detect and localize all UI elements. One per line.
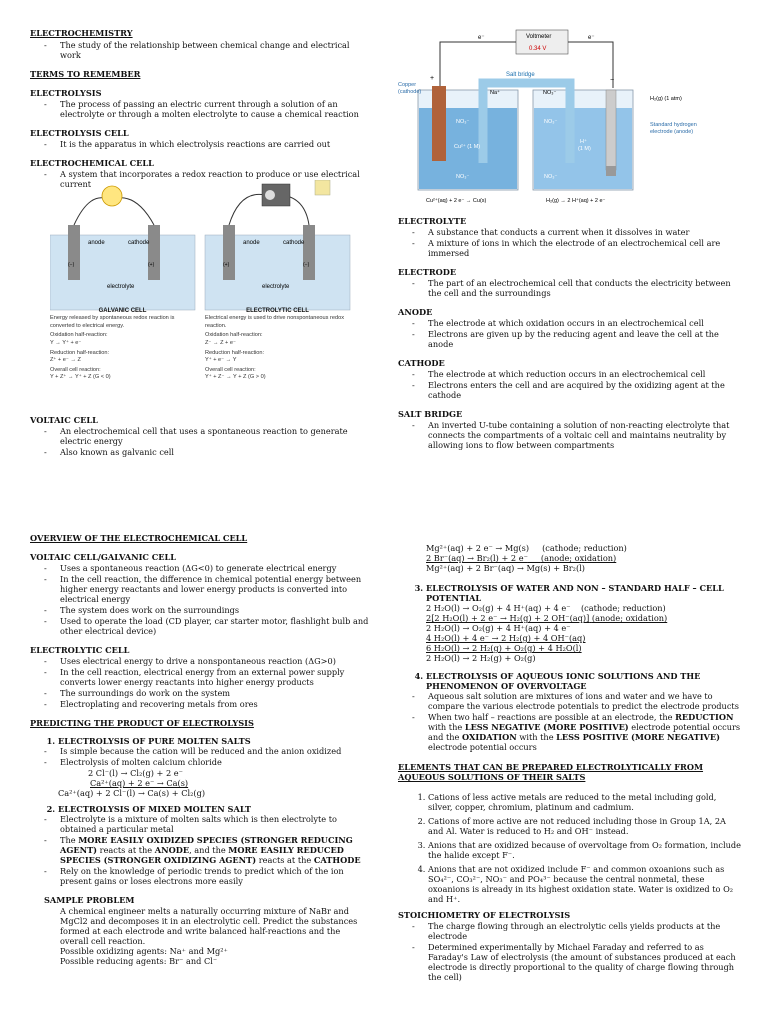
salt-bridge-heading: SALT BRIDGE [398,409,463,419]
electrolysis-cell-heading: ELECTROLYSIS CELL [30,128,129,138]
electrode-def: - The part of an electrochemical cell that conducts the electricity between the cell and the surroundings [428,278,743,298]
na-ion-label: Na⁺ [490,90,500,96]
right-wire [568,42,613,88]
electrolytic-cell-section [30,645,370,709]
electrochemical-cell-definition: - A system that incorporates a redox reaction to produce or use electrical current [60,169,370,189]
voltaic-galvanic-section [30,552,370,636]
electrolytic-cathode-label: cathode [283,240,305,246]
cathode-def-2: - Electrons enters the cell and are acquired by the oxidizing agent at the cathode [428,380,743,400]
copper-electrode [432,86,446,161]
sample-ox-agents: Possible oxidizing agents: Na⁺ and Mg²⁺ [60,946,228,956]
wall-outlet-icon [315,180,330,195]
salt-bridge-label: Salt bridge [506,72,535,78]
item-2 [58,804,370,886]
electrolytic-ox-eq: Z⁻ → Z + e⁻ [205,339,236,346]
water-equations [426,603,743,663]
electrolyte-heading: ELECTROLYTE [398,216,467,226]
galvanic-ox-label: Oxidation half-reaction: [50,332,108,339]
elements-item-1: 1. Cations of less active metals are reduced to the metal including gold, silver, copper, chromium, platinum and cadmium. [428,792,743,812]
item-2-point-b: - The MORE EASILY OXIDIZED SPECIES (STRONGER REDUCING AGENT) reacts at the ANODE, and the MORE EASILY REDUCED SPECIES (STRONGER OXIDIZING AGENT) reacts at the CATHODE [60,835,370,865]
item-2-title: ELECTROLYSIS OF MIXED MOLTEN SALT [58,804,251,814]
w-eq-2: 2[2 H₂O(l) + 2 e⁻ → H₂(g) + 2 OH⁻(aq)] (anode; oxidation) [426,613,668,623]
electron-label-left: e⁻ [478,35,485,41]
electrolytic-caption [205,308,350,382]
mg-eq-2: 2 Br⁻(aq) → Br₂(l) + 2 e⁻ (anode; oxidation) [426,553,617,563]
voltmeter-reading: 0.34 V [529,46,547,52]
electrolytic-anode-electrode [223,225,235,280]
voltaic-alias: - Also known as galvanic cell [60,447,370,457]
voltaic-cell-figure [398,28,743,208]
galvanic-title: GALVANIC CELL [98,308,147,314]
sample-red-agents: Possible reducing agents: Br⁻ and Cl⁻ [60,956,218,966]
no3-right-1: NO₃⁻ [544,119,558,125]
item-2-point-c: - Rely on the knowledge of periodic trends to predict which of the ion present gains or loses electrons more easily [60,866,370,886]
predicting-heading: PREDICTING THE PRODUCT OF ELECTROLYSIS [30,718,254,728]
cathode-reaction: Cu²⁺(aq) + 2 e⁻ → Cu(s) [426,198,487,204]
item-4-title: ELECTROLYSIS OF AQUEOUS IONIC SOLUTIONS AND THE PHENOMENON OF OVERVOLTAGE [426,671,701,691]
galvanic-electrolyte-label: electrolyte [107,284,135,290]
stoich-point-1: - The charge flowing through an electrolytic cells yields products at the electrode [428,921,743,941]
elements-section [398,762,743,904]
galvanic-electrolytic-figure [50,180,360,410]
salt-bridge-def: - An inverted U-tube containing a solution of non-reacting electrolyte that connects the compartments of a voltaic cell and maintains neutrality by allowing ions to flow between compartments [428,420,743,450]
plus-sign: + [430,75,435,82]
overview-section [30,533,370,543]
galvanic-overall-label: Overall cell reaction: [50,366,101,373]
electrolytic-title: ELECTROLYTIC CELL [246,308,309,314]
el-point-3: - The surroundings do work on the system [60,688,370,698]
el-point-2: - In the cell reaction, electrical energy from an external power supply converts lower energy reactants into higher energy products [60,667,370,687]
electrolyte-def-1: - A substance that conducts a current when it dissolves in water [428,227,743,237]
galvanic-cathode-electrode [148,225,160,280]
electrode-heading: ELECTRODE [398,267,457,277]
predicting-section [30,718,370,886]
galvanic-ox-eq: Y → Y⁺ + e⁻ [50,339,82,346]
terms-section [30,69,370,79]
p2-left-column [30,533,370,966]
p1-left-column [30,28,370,198]
electrolyte-def-2: - A mixture of ions in which the electrode of an electrochemical cell are immersed [428,238,743,258]
cathode-heading: CATHODE [398,358,445,368]
item-1-point-b: - Electrolysis of molten calcium chloride [60,757,370,767]
anode-heading: ANODE [398,307,433,317]
electrolytic-red-eq: Y⁺ + e⁻ → Y [205,357,237,364]
item-1-point-a: - Is simple because the cation will be reduced and the anion oxidized [60,746,370,756]
voltmeter-label: Voltmeter [526,34,552,40]
w-eq-6: 2 H₂O(l) → 2 H₂(g) + O₂(g) [426,653,536,663]
electrochemical-cell-heading: ELECTROCHEMICAL CELL [30,158,154,168]
no3-left-1: NO₃⁻ [456,119,470,125]
item-2-point-a: - Electrolyte is a mixture of molten salts which is then electrolyte to obtained a particular metal [60,814,370,834]
terms-heading: TERMS TO REMEMBER [30,69,141,79]
item-1-eq-1: 2 Cl⁻(l) → Cl₂(g) + 2 e⁻ [88,768,183,778]
h-ion-label: H⁺ [580,139,587,145]
electrolytic-plus-label: (+) [223,262,230,268]
electrolyte-section [398,216,743,258]
galvanic-plus-label: (+) [148,262,155,268]
p2-right-column [398,543,743,983]
sample-problem-section [30,895,370,966]
vg-point-4: - Used to operate the load (CD player, car starter motor, flashlight bulb and other electrical device) [60,616,370,636]
electrolytic-electrolyte-label: electrolyte [262,284,290,290]
anode-def-2: - Electrons are given up by the reducing agent and leave the cell at the anode [428,329,743,349]
h2-gas-label: H₂(g) (1 atm) [650,96,682,102]
w-eq-4: 4 H₂O(l) + 4 e⁻ → 2 H₂(g) + 4 OH⁻(aq) [426,633,586,643]
galvanic-red-label: Reduction half-reaction: [50,349,110,356]
elements-item-4: 4. Anions that are not oxidized include F⁻ and common oxoanions such as SO₄²⁻, CO₃²⁻, NO₃⁻ and PO₄³⁻ because the central nonmetal, these oxoanions is already in its highest oxidation state. Water is oxidized to O₂ and H⁺. [428,864,743,904]
platinum-plate [606,166,616,176]
she-label-2: electrode (anode) [650,129,694,135]
overview-heading: OVERVIEW OF THE ELECTROCHEMICAL CELL [30,533,248,543]
galvanic-anode-label: anode [88,240,105,246]
galvanic-anode-electrode [68,225,80,280]
elements-heading: ELEMENTS THAT CAN BE PREPARED ELECTROLYTICALLY FROM AQUEOUS SOLUTIONS OF THEIR SALTS [398,762,704,782]
electrolytic-red-label: Reduction half-reaction: [205,349,265,356]
w-eq-5: 6 H₂O(l) → 2 H₂(g) + O₂(g) + 4 H₂O(l) [426,643,582,653]
salt-bridge-section [398,409,743,450]
electrochemistry-heading: ELECTROCHEMISTRY [30,28,133,38]
voltaic-section [30,415,370,458]
voltaic-galvanic-heading: VOLTAIC CELL/GALVANIC CELL [30,552,177,562]
sample-problem-heading: SAMPLE PROBLEM [44,895,135,905]
stoichiometry-section [398,910,743,982]
no3-right-2: NO₃⁻ [544,174,558,180]
electrolytic-cell-heading: ELECTROLYTIC CELL [30,645,130,655]
elements-item-2: 2. Cations of more active are not reduced including those in Group 1A, 2A and Al. Water is reduced to H₂ and OH⁻ instead. [428,816,743,836]
cathode-section [398,358,743,400]
el-point-4: - Electroplating and recovering metals from ores [60,699,370,709]
vg-point-3: - The system does work on the surroundings [60,605,370,615]
electrochemistry-definition: - The study of the relationship between chemical change and electrical work [60,40,370,60]
galvanic-red-eq: Z⁺ + e⁻ → Z [50,357,81,364]
electrolysis-cell-definition: - It is the apparatus in which electrolysis reactions are carried out [60,139,370,149]
electrolysis-cell-section [30,128,370,149]
vg-point-1: - Uses a spontaneous reaction (ΔG<0) to generate electrical energy [60,563,370,573]
cells-illustration [50,180,360,315]
electrolytic-energy-text: Electrical energy is used to drive nonspontaneous redox reaction. [205,315,344,329]
stoichiometry-heading: STOICHIOMETRY OF ELECTROLYSIS [398,910,571,920]
sample-problem-text: A chemical engineer melts a naturally occurring mixture of NaBr and MgCl2 and decomposes it in an electrolytic cell. Predict the substances formed at each electrode and write balanced half-reactions and the overall cell reaction. [60,906,358,946]
galvanic-cathode-label: cathode [128,240,150,246]
electrolytic-ox-label: Oxidation half-reaction: [205,332,263,339]
galvanic-overall-eq: Y + Z⁺ → Y⁺ + Z (G < 0) [50,374,111,381]
electrolytic-overall-eq: Y⁺ + Z⁻ → Y + Z (G > 0) [205,374,266,381]
item-1-equations [58,768,370,798]
vg-point-2: - In the cell reaction, the difference in chemical potential energy between higher energy reactants and lower energy products is converted into electrical energy [60,574,370,604]
galvanic-energy-text: Energy released by spontaneous redox reaction is converted to electrical energy. [50,315,175,329]
anode-section [398,307,743,349]
cathode-par-label: (cathode) [398,89,422,95]
item-1-title: ELECTROLYSIS OF PURE MOLTEN SALTS [58,736,251,746]
galvanic-minus-label: (−) [68,262,75,268]
mg-equations [398,543,743,573]
electrolysis-section [30,88,370,119]
item-1 [58,736,370,798]
item-1-eq-2: Ca²⁺(aq) + 2 e⁻ → Ca(s) [90,778,189,788]
item-1-eq-3: Ca²⁺(aq) + 2 Cl⁻(l) → Ca(s) + Cl₂(g) [58,788,206,798]
electrolytic-cathode-electrode [303,225,315,280]
electrolysis-definition: - The process of passing an electric current through a solution of an electrolyte or through a molten electrolyte to cause a chemical reaction [60,99,370,119]
hydrogen-electrode-tube [606,90,616,170]
stoich-point-2: - Determined experimentally by Michael Faraday and referred to as Faraday's Law of electrolysis (the amount of substances produced at each electrode is directly proportional to the quality of charge flowing through the cell) [428,942,743,982]
electrode-section [398,267,743,298]
cathode-def-1: - The electrode at which reduction occurs in an electrochemical cell [428,369,743,379]
voltaic-heading: VOLTAIC CELL [30,415,98,425]
electrochemistry-section [30,28,370,60]
galvanic-caption [50,308,195,382]
mg-eq-3: Mg²⁺(aq) + 2 Br⁻(aq) → Mg(s) + Br₂(l) [426,563,585,573]
electrolytic-anode-label: anode [243,240,260,246]
cu-ion-label: Cu²⁺ (1 M) [454,144,481,150]
she-label-1: Standard hydrogen [650,122,697,128]
item-3-title: ELECTROLYSIS OF WATER AND NON – STANDARD HALF – CELL POTENTIAL [426,583,724,603]
bulb-icon [102,186,122,206]
anode-def-1: - The electrode at which oxidation occurs in an electrochemical cell [428,318,743,328]
p1-right-column [398,216,743,459]
no3-left-2: NO₃⁻ [456,174,470,180]
item-4-point-a: - Aqueous salt solution are mixtures of ions and water and we have to compare the various electrode potentials to predict the electrode products [428,691,743,711]
minus-sign: − [610,77,615,84]
copper-hydrogen-cell-illustration [398,28,743,208]
item-4 [426,671,743,752]
anode-reaction: H₂(g) → 2 H⁺(aq) + 2 e⁻ [546,198,606,204]
el-point-1: - Uses electrical energy to drive a nonspontaneous reaction (ΔG>0) [60,656,370,666]
power-supply-dial [265,190,275,200]
electron-label-right: e⁻ [588,35,595,41]
electrolytic-overall-label: Overall cell reaction: [205,366,256,373]
mg-eq-1: Mg²⁺(aq) + 2 e⁻ → Mg(s) (cathode; reduction) [426,543,627,553]
electrolytic-minus-label: (−) [303,262,310,268]
copper-label: Copper [398,82,417,88]
electrolysis-heading: ELECTROLYSIS [30,88,102,98]
w-eq-1: 2 H₂O(l) → O₂(g) + 4 H⁺(aq) + 4 e⁻ (cathode; reduction) [426,603,666,613]
voltaic-definition: - An electrochemical cell that uses a spontaneous reaction to generate electric energy [60,426,370,446]
w-eq-3: 2 H₂O(l) → O₂(g) + 4 H⁺(aq) + 4 e⁻ [426,623,571,633]
no3-top-label: NO₃⁻ [543,90,557,96]
h-conc-label: (1 M) [578,146,591,152]
item-3 [426,583,743,663]
item-4-point-b: - When two half – reactions are possible at an electrode, the REDUCTION with the LESS NEGATIVE (MORE POSITIVE) electrode potential occurs and the OXIDATION with the LESS POSITIVE (MORE NEGATIVE) electrode potential occurs [428,712,743,752]
elements-item-3: 3. Anions that are oxidized because of overvoltage from O₂ formation, include the halide except F⁻. [428,840,743,860]
